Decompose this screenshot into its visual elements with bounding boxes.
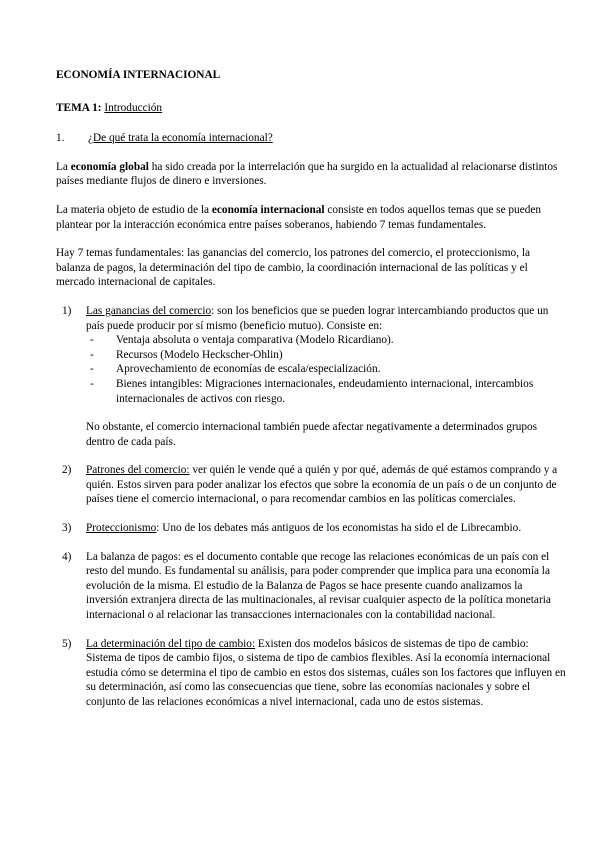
- para2-pre: La materia objeto de estudio de la: [56, 203, 212, 216]
- item-text: La balanza de pagos: es el documento contable que recoge las relaciones económicas de un país con el resto del mundo. Es fundamental su análisis, para poder comprender que implica para una economía la evolución de la misma. El estudio de la Balanza de Pagos se hace presente cuando analizamos la inversión extranjera directa de las multinacionales, al revisar cualquier aspecto de la política monetaria internacional o al relacionar las transacciones internacionales con la contabilidad nacional.: [86, 550, 551, 622]
- item-number: 1): [62, 304, 72, 317]
- para2-post: consiste en todos aquellos temas que se pueden plantear por la interacción económica entre países soberanos, habiendo 7 temas fundamentales.: [56, 203, 542, 231]
- document-page: [56, 68, 566, 710]
- bullet-item: - Recursos (Modelo Heckscher-Ohlin): [90, 348, 283, 361]
- list-item-patrones: [56, 463, 566, 507]
- item-heading: La determinación del tipo de cambio:: [86, 637, 256, 650]
- para1-bold: economía global: [70, 160, 149, 173]
- item-number: 3): [62, 522, 72, 535]
- bullet-item: - Ventaja absoluta o ventaja comparativa (Modelo Ricardiano).: [90, 334, 394, 347]
- para1-pre: La: [56, 160, 71, 173]
- para1-post: ha sido creada por la interrelación que ha surgido en la actualidad al relacionarse distintos países mediante flujos de dinero e inversiones.: [56, 160, 558, 188]
- bullet-item: - Aprovechamiento de economías de escala/especialización.: [90, 363, 381, 376]
- item-text: Existen dos modelos básicos de sistemas de tipo de cambio: Sistema de tipos de cambio fijos, o sistema de tipo de cambios flexibles. Así la economía internacional estudia cómo se determina el tipo de cambio en estos dos sistemas, cuáles son los factores que influyen en su determinación, así como las consecuencias que tiene, sobre las economías nacionales y sobre el conjunto de las relaciones económicas a nivel internacional, cada uno de estos sistemas.: [86, 637, 566, 708]
- question-number: 1.: [56, 132, 65, 145]
- item-number: 5): [62, 637, 72, 650]
- list-item-ganancias: [56, 304, 566, 449]
- item-number: 2): [62, 464, 72, 477]
- list-item-balanza: [56, 550, 566, 623]
- document-title: ECONOMÍA INTERNACIONAL: [56, 69, 221, 81]
- item-heading: Las ganancias del comercio: [86, 304, 212, 317]
- list-item-tipo-cambio: [56, 637, 566, 710]
- question-text: ¿De qué trata la economía internacional?: [88, 132, 273, 145]
- item-note: No obstante, el comercio internacional también puede afectar negativamente a determinados grupos dentro de cada país.: [86, 421, 538, 448]
- paragraph-economia-global: [56, 160, 566, 189]
- bullet-item: - Bienes intangibles: Migraciones internacionales, endeudamiento internacional, intercambios internacionales de activos con riesgo.: [90, 377, 534, 405]
- item-heading: Patrones del comercio:: [86, 464, 190, 477]
- item-text: ver quién le vende qué a quién y por qué, además de qué estamos comprando y a quién. Estos sirven para poder analizar los efectos que sobre la economía de un país o de un conjunto de países tiene el comercio internacional, o para recomendar cambios en las políticas comerciales.: [86, 464, 558, 506]
- item-text: : son los beneficios que se pueden lograr intercambiando productos que un país puede producir por sí mismo (beneficio mutuo). Consiste en:: [86, 304, 549, 332]
- paragraph-economia-internacional: [56, 203, 566, 232]
- tema-heading: [56, 101, 566, 116]
- item-text: : Uno de los debates más antiguos de los economistas ha sido el de Librecambio.: [156, 522, 522, 535]
- paragraph-temas-fundamentales: Hay 7 temas fundamentales: las ganancias del comercio, los patrones del comercio, el proteccionismo, la balanza de pagos, la determinación del tipo de cambio, la coordinación internacional de las políticas y el mercado internacional de capitales.: [56, 247, 530, 289]
- item-number: 4): [62, 550, 72, 563]
- tema-name: Introducción: [104, 101, 163, 114]
- tema-label: TEMA 1:: [56, 101, 102, 114]
- item-heading: Proteccionismo: [86, 522, 157, 535]
- para2-bold: economía internacional: [211, 203, 325, 216]
- question-heading: [56, 131, 566, 146]
- bullet-list: [86, 333, 566, 406]
- list-item-proteccionismo: [56, 521, 566, 536]
